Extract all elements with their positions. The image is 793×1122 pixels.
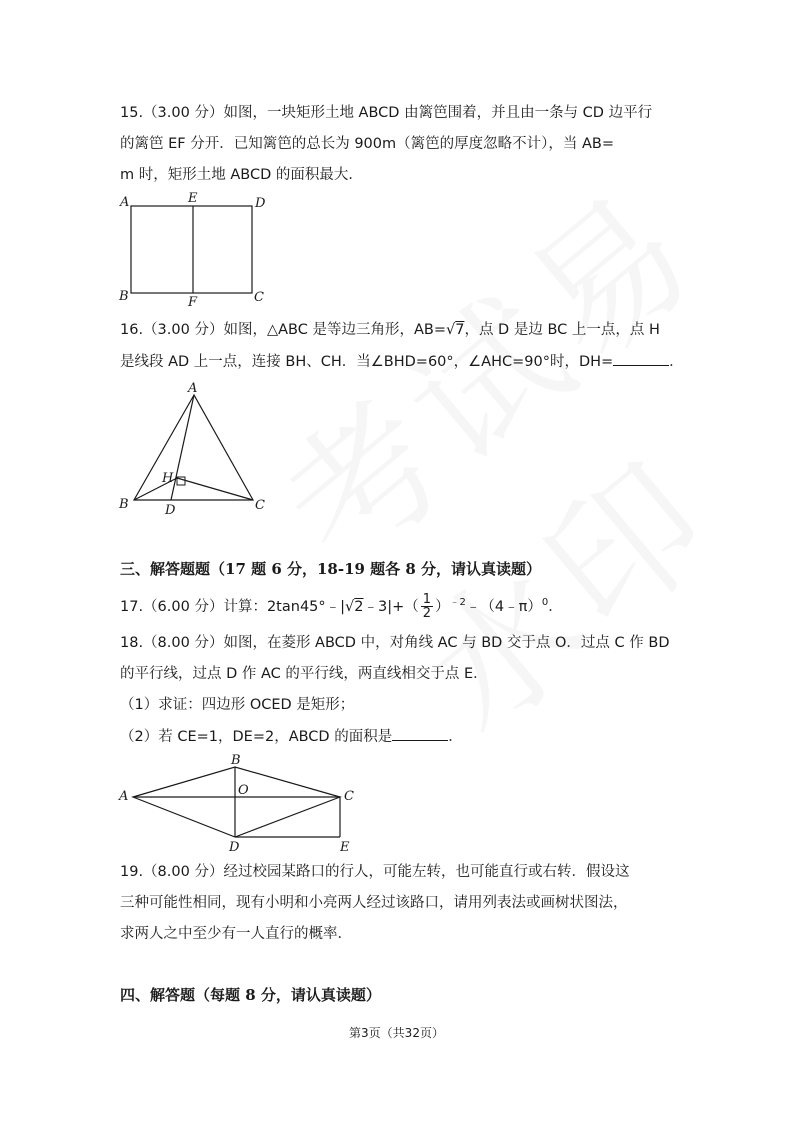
q17-pre: 17.（6.00 分）计算：2tan45°﹣| (120, 598, 346, 615)
sqrt-symbol: √ (345, 598, 355, 615)
label-d: D (229, 840, 240, 855)
q18-line-1: 18.（8.00 分）如图，在菱形 ABCD 中，对角线 AC 与 BD 交于点 O．过点 C 作 BD (120, 635, 670, 651)
q18-line-2: 的平行线，过点 D 作 AC 的平行线，两直线相交于点 E． (120, 666, 488, 682)
q15-line-1: 15.（3.00 分）如图，一块矩形土地 ABCD 由篱笆围着，并且由一条与 CD 边平行 (120, 105, 653, 121)
section-4-heading: 四、解答题（每题 8 分，请认真读题） (120, 986, 381, 1004)
q16-line-1-pre: 16.（3.00 分）如图，△ABC 是等边三角形，AB= (120, 322, 446, 338)
q16-line-2-end: ． (669, 354, 684, 370)
label-e: E (340, 840, 350, 855)
q17-post: ） (435, 598, 450, 615)
label-c: C (255, 498, 265, 513)
sqrt-symbol: √ (445, 322, 456, 338)
q17-sqrt-value: 2 (354, 598, 364, 615)
label-c: C (344, 789, 354, 804)
label-d: D (255, 196, 266, 211)
q17-tail: ﹣（4﹣π） (465, 598, 542, 615)
q18-line-4-text: （2）若 CE=1，DE=2，ABCD 的面积是 (120, 729, 393, 745)
q17-end: ． (548, 598, 563, 615)
q15-line-3: m 时，矩形土地 ABCD 的面积最大． (120, 167, 363, 183)
section-3-heading: 三、解答题题（17 题 6 分，18-19 题各 8 分，请认真读题） (120, 560, 542, 578)
q19-line-2: 三种可能性相同，现有小明和小亮两人经过该路口，请用列表法或画树状图法， (120, 895, 628, 911)
label-d: D (165, 503, 176, 518)
label-e: E (188, 191, 198, 206)
label-a: A (188, 381, 198, 396)
q19-line-1: 19.（8.00 分）经过校园某路口的行人，可能左转，也可能直行或右转．假设这 (120, 864, 630, 880)
q18-line-3: （1）求证：四边形 OCED 是矩形； (120, 697, 355, 713)
page-number: 第3页（共32页） (349, 1026, 444, 1040)
label-b: B (231, 753, 241, 768)
q16-line-1-post: ，点 D 是边 BC 上一点，点 H (464, 322, 660, 338)
q17-mid: ﹣3|+（ (363, 598, 419, 615)
rhombus-abcd (133, 767, 340, 837)
label-f: F (188, 295, 198, 310)
q19-line-3: 求两人之中至少有一人直行的概率． (120, 926, 352, 942)
q17-exponent: ﹣2 (449, 597, 466, 608)
q16-sqrt-value: 7 (455, 322, 465, 338)
q17-exponent-zero: 0 (541, 597, 549, 608)
q16-line-2-text: 是线段 AD 上一点，连接 BH、CH．当∠BHD=60°，∠AHC=90°时，DH= (120, 354, 614, 370)
label-o: O (238, 783, 249, 798)
label-h: H (162, 471, 174, 486)
label-a: A (120, 195, 130, 210)
fraction-numerator: 1 (422, 592, 432, 608)
label-b: B (119, 289, 129, 304)
label-c: C (254, 290, 264, 305)
label-a: A (119, 789, 129, 804)
q18-line-4-end: ． (448, 729, 463, 745)
q15-line-2: 的篱笆 EF 分开．已知篱笆的总长为 900m（篱笆的厚度忽略不计），当 AB= (120, 136, 615, 152)
label-b: B (119, 497, 129, 512)
fraction-denominator: 2 (422, 606, 432, 622)
